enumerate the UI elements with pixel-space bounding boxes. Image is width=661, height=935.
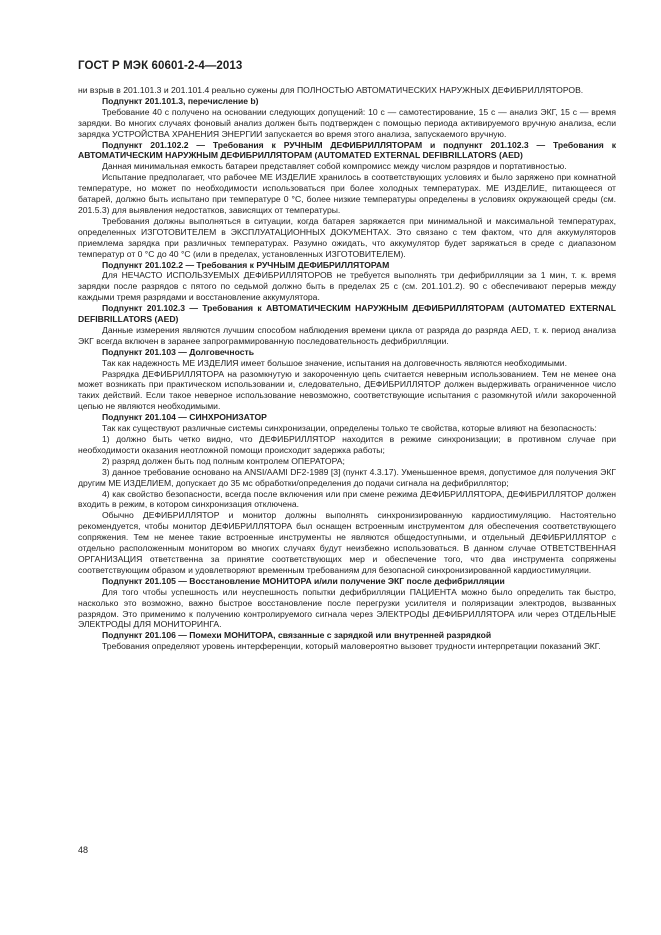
- body-paragraph: Разрядка ДЕФИБРИЛЛЯТОРА на разомкнутую и закороченную цепь считается неверным использованием. Тем не менее она может возникать при практическом использовании и, следовательно, ДЕФИБРИЛЛЯТОР должен выдерживать ограниченное число таких действий. Если такое неверное использование невозможно, соответствующие испытания с разомкнутой и/или закороченной цепью не являются необходимыми.: [78, 368, 616, 412]
- document-header: ГОСТ Р МЭК 60601-2-4—2013: [78, 60, 243, 72]
- subclause-heading: Подпункт 201.102.3 — Требования к АВТОМАТИЧЕСКИМ НАРУЖНЫМ ДЕФИБРИЛЛЯТОРАМ (AUTOMATED EXTERNAL DEFIBRILLATORS (AED): [78, 303, 616, 325]
- body-paragraph: Требование 40 с получено на основании следующих допущений: 10 с — самотестирование, 15 с — анализ ЭКГ, 15 с — время зарядки. Во многих случаях фоновый анализ должен быть подтвержден с помощью периода активируемого вручную анализа, если зарядка УСТРОЙСТВА ХРАНЕНИЯ ЭНЕРГИИ запускается во время этого анализа, запускаемого вручную.: [78, 106, 616, 139]
- subclause-heading: Подпункт 201.104 — СИНХРОНИЗАТОР: [102, 412, 267, 423]
- body-paragraph: Данная минимальная емкость батареи представляет собой компромисс между числом разрядов и портативностью.: [102, 161, 567, 172]
- body-paragraph: Требования должны выполняться в ситуации, когда батарея заряжается при минимальной и максимальной температурах, определенных ИЗГОТОВИТЕЛЕМ в ЭКСПЛУАТАЦИОННЫХ ДОКУМЕНТАХ. Это связано с тем фактом, что для аккумуляторов приемлема зарядка при различных температурах. Разумно ожидать, что аккумулятор будет заряжаться в среде с диапазоном температур от 0 °С до 40 °С (или в пределах, установленных ИЗГОТОВИТЕЛЕМ).: [78, 215, 616, 259]
- body-paragraph: Испытание предполагает, что рабочее МЕ ИЗДЕЛИЕ хранилось в соответствующих условиях и было заряжено при комнатной температуре, но может по необходимости использоваться при более холодных температурах. МЕ ИЗДЕЛИЕ, питающееся от батарей, должно быть испытано при температуре 0 °С, более низкие температуры определены в условиях окружающей среды (см. 201.5.3) для выявления недостатков, зависящих от температуры.: [78, 172, 616, 215]
- body-paragraph: 2) разряд должен быть под полным контролем ОПЕРАТОРА;: [102, 455, 345, 466]
- continuation-paragraph: ни взрыв в 201.101.3 и 201.101.4 реально сужены для ПОЛНОСТЬЮ АВТОМАТИЧЕСКИХ НАРУЖНЫХ ДЕФИБРИЛЛЯТОРОВ.: [78, 85, 584, 95]
- page-number: 48: [78, 845, 89, 855]
- body-paragraph: Обычно ДЕФИБРИЛЛЯТОР и монитор должны выполнять синхронизированную кардиостимуляцию. Настоятельно рекомендуется, чтобы монитор ДЕФИБРИЛЛЯТОРА был оснащен встроенным инструментом для обеспечения соответствующего сопряжения. Тем не менее такие встроенные инструменты не являются общедоступными, и отдельный ДЕФИБРИЛЛЯТОР с отдельно расположенным монитором во многих случаях будут неизбежно использоваться. В данном случае ОТВЕТСТВЕННАЯ ОРГАНИЗАЦИЯ ответственна за принятие соответствующих мер и обеспечение того, что два инструмента сопряжены соответствующим образом и удовлетворяют временным требованиям для безопасной синхронизированной кардиостимуляции.: [78, 510, 616, 575]
- subclause-heading: Подпункт 201.102.2 — Требования к РУЧНЫМ ДЕФИБРИЛЛЯТОРАМ: [102, 259, 390, 270]
- body-paragraph: Данные измерения являются лучшим способом наблюдения времени цикла от разряда до разряда AED, т. к. период анализа ЭКГ всегда включен в заранее запрограммированную последовательность дефибрилляции.: [78, 324, 616, 346]
- subclause-heading: Подпункт 201.101.3, перечисление b): [102, 95, 259, 106]
- body-paragraph: 4) как свойство безопасности, всегда после включения или при смене режима ДЕФИБРИЛЛЯТОРА, ДЕФИБРИЛЛЯТОР должен входить в режим, в котором синхронизация отключена.: [78, 488, 616, 510]
- body-paragraph: Для того чтобы успешность или неуспешность попытки дефибрилляции ПАЦИЕНТА можно было определить так быстро, насколько это возможно, важно быстрое восстановление после перегрузки усилителя и поляризации электродов, вызванных разрядом. Это применимо к получению контролируемого сигнала через ЭЛЕКТРОДЫ ДЕФИБРИЛЛЯТОРА или через ОТДЕЛЬНЫЕ ЭЛЕКТРОДЫ ДЛЯ МОНИТОРИНГА.: [78, 586, 616, 630]
- subclause-heading: Подпункт 201.103 — Долговечность: [102, 346, 255, 357]
- body-paragraph: Так как надежность МЕ ИЗДЕЛИЯ имеет большое значение, испытания на долговечность являются необходимыми.: [102, 357, 567, 368]
- body-paragraph: 1) должно быть четко видно, что ДЕФИБРИЛЛЯТОР находится в режиме синхронизации; в противном случае при необходимости оказания неотложной помощи происходит задержка работы;: [78, 434, 616, 455]
- body-paragraph: 3) данное требование основано на ANSI/AAMI DF2-1989 [3] (пункт 4.3.17). Уменьшенное время, допустимое для получения ЭКГ другим МЕ ИЗДЕЛИЕМ, допускает до 35 мс обработки/определения до подачи сигнала на дефибриллятор;: [78, 466, 616, 488]
- document-body: [78, 85, 616, 652]
- subclause-heading: Подпункт 201.106 — Помехи МОНИТОРА, связанные с зарядкой или внутренней разрядкой: [102, 630, 492, 641]
- subclause-heading: Подпункт 201.102.2 — Требования к РУЧНЫМ ДЕФИБРИЛЛЯТОРАМ и подпункт 201.102.3 — Требования к АВТОМАТИЧЕСКИМ НАРУЖНЫМ ДЕФИБРИЛЛЯТОРАМ (AUTOMATED EXTERNAL DEFIBRILLATORS (AED): [78, 139, 616, 161]
- subclause-heading: Подпункт 201.105 — Восстановление МОНИТОРА и/или получение ЭКГ после дефибрилляции: [102, 575, 505, 586]
- body-paragraph: Так как существуют различные системы синхронизации, определены только те свойства, которые влияют на безопасность:: [102, 423, 597, 434]
- body-paragraph: Требования определяют уровень интерференции, который маловероятно вызовет трудности интерпретации показаний ЭКГ.: [102, 641, 601, 652]
- body-paragraph: Для НЕЧАСТО ИСПОЛЬЗУЕМЫХ ДЕФИБРИЛЛЯТОРОВ не требуется выполнять три дефибрилляции за 1 мин, т. к. время зарядки после разрядов с пятого по седьмой должно быть в пределах 25 с (см. 201.101.2). 90 с обеспечивают перерыв между каждыми тремя разрядами и восстановление аккумулятора.: [78, 270, 616, 303]
